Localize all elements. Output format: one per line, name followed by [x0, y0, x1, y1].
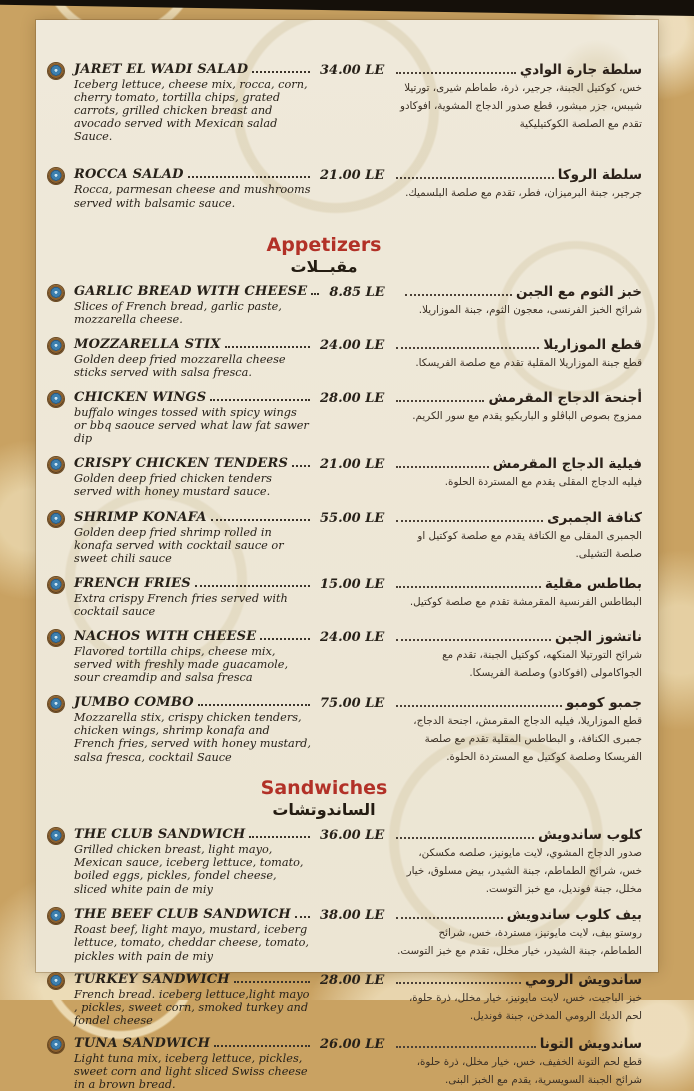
dotted-leader — [198, 704, 310, 706]
item-price: 55.00 LE — [320, 510, 385, 526]
item-desc-en: Extra crispy French fries served with cocktail sauce — [74, 591, 288, 618]
menu-item-french-fries — [46, 576, 642, 618]
item-name-ar: بيف كلوب ساندويش — [506, 907, 642, 924]
item-desc-en: Flavored tortilla chips, cheese mix, served with freshly made guacamole, sour creamdip and salsa fresca — [74, 644, 289, 685]
dotted-leader — [396, 177, 554, 179]
item-name-ar: ساندويش التونا — [539, 1035, 642, 1052]
item-name-en: SHRIMP KONAFA — [74, 509, 207, 525]
dotted-leader — [249, 836, 310, 838]
section-header-sandwiches — [46, 777, 602, 819]
menu-item-jaret-el-wadi-salad — [46, 62, 642, 143]
item-desc-en: Golden deep fried shrimp rolled in konafa served with cocktail sauce or sweet chili sauce — [74, 525, 284, 565]
item-price: 8.85 LE — [329, 284, 385, 300]
item-desc-en: Golden deep fried mozzarella cheese sticks served with salsa fresca. — [74, 352, 286, 379]
item-desc-ar: الجمبرى المقلى مع الكنافة يقدم مع صلصة كوكتيل او صلصة التشيلى. — [417, 529, 642, 560]
dotted-leader — [292, 465, 310, 467]
section-salads — [46, 62, 642, 210]
item-desc-ar: قطع الموزاريلا، فيليه الدجاج المقرمش، اجنحة الدجاج، جمبرى الكنافة، و البطاطس المقلية تقدم مع صلصة الفريسكا وصلصة كوكتيل مع المستردة الحلوة. — [413, 715, 642, 764]
menu-item-tuna-sandwich — [46, 1036, 642, 1091]
section-header-appetizers — [46, 234, 602, 276]
menu-item-mozzarella-stix — [46, 337, 642, 379]
section-title-en: Sandwiches — [260, 777, 388, 800]
menu-page — [36, 20, 658, 1091]
item-price: 75.00 LE — [320, 696, 385, 712]
item-desc-en: Slices of French bread, garlic paste, mozzarella cheese. — [74, 299, 282, 326]
item-desc-ar: صدور الدجاج المشوي، لايت مايونيز، صلصه مكسكن، خس، شرائح الطماطم، جبنة الشيدر، بيض مسلوق، خيار مخلل، جبنة فونديل، مع خبز التوست. — [406, 847, 642, 896]
item-name-en: TURKEY SANDWICH — [74, 971, 230, 987]
item-price: 28.00 LE — [320, 972, 385, 988]
dotted-leader — [396, 72, 516, 74]
item-desc-en: Iceberg lettuce, cheese mix, rocca, corn, cherry tomato, tortilla chips, grated carrots, grilled chicken breast and avocado served with Mexican salad Sauce. — [74, 78, 308, 144]
item-name-ar: أجنحة الدجاج المقرمش — [488, 390, 642, 407]
dotted-leader — [396, 520, 543, 522]
item-desc-ar: خس، كوكتيل الجبنة، جرجير، ذرة، طماطم شيرى، تورتيلا شيبس، جزر مبشور، قطع صدور الدجاج المشوية، افوكادو تقدم مع الصلصة الكوكتيليكية — [399, 82, 642, 131]
menu-item-chicken-wings — [46, 390, 642, 445]
item-name-ar: سلطة الروكا — [557, 167, 642, 184]
item-name-en: JUMBO COMBO — [74, 695, 194, 711]
dotted-leader — [396, 837, 534, 839]
dotted-leader — [396, 1046, 536, 1048]
item-name-ar: جمبو كومبو — [565, 695, 642, 712]
item-name-en: TUNA SANDWICH — [74, 1035, 211, 1051]
dotted-leader — [210, 399, 310, 401]
dotted-leader — [225, 346, 310, 348]
item-desc-en: Grilled chicken breast, light mayo, Mexican sauce, iceberg lettuce, tomato, boiled eggs, pickles, fondel cheese, sliced white pain de miy — [74, 843, 304, 896]
item-name-en: THE CLUB SANDWICH — [74, 827, 246, 843]
item-price: 26.00 LE — [320, 1036, 385, 1052]
item-price: 15.00 LE — [320, 576, 385, 592]
section-title-en: Appetizers — [266, 233, 382, 256]
item-price: 34.00 LE — [320, 63, 385, 78]
dotted-leader — [396, 400, 484, 402]
medallion-bullet-icon — [48, 168, 64, 184]
item-desc-en: French bread. iceberg lettuce,light mayo , pickles, sweet corn, smoked turkey and fondel cheese — [74, 987, 310, 1027]
item-desc-en: Roast beef, light mayo, mustard, iceberg lettuce, tomato, cheddar cheese, tomato, pickles with pain de miy — [74, 923, 309, 963]
medallion-bullet-icon — [48, 696, 64, 712]
item-name-en: CHICKEN WINGS — [74, 390, 207, 406]
menu-item-jumbo-combo — [46, 695, 642, 766]
item-name-ar: كلوب ساندويش — [538, 827, 642, 844]
dotted-leader — [396, 466, 489, 468]
section-sandwiches — [46, 777, 642, 1091]
medallion-bullet-icon — [48, 577, 64, 593]
item-price: 28.00 LE — [320, 391, 385, 407]
item-desc-ar: فيليه الدجاج المقلى يقدم مع المستردة الحلوة. — [444, 476, 642, 489]
menu-item-nachos-with-cheese — [46, 629, 642, 684]
dotted-leader — [295, 916, 310, 918]
dotted-leader — [396, 639, 551, 641]
item-price: 21.00 LE — [320, 168, 385, 184]
dotted-leader — [396, 982, 521, 984]
medallion-bullet-icon — [48, 285, 64, 301]
dotted-leader — [214, 1045, 310, 1047]
dotted-leader — [195, 585, 310, 587]
item-desc-ar: روستو بيف، لايت مايونيز، مستردة، خس، شرائح الطماطم، جبنة الشيدر، خيار مخلل، تقدم مع خبز التوست. — [397, 927, 642, 958]
item-desc-en: Golden deep fried chicken tenders served with honey mustard sauce. — [74, 472, 272, 499]
medallion-bullet-icon — [48, 973, 64, 989]
item-desc-en: Mozzarella stix, crispy chicken tenders, chicken wings, shrimp konafa and French fries, served with honey mustard, salsa fresca, cocktail Sauce — [74, 711, 312, 764]
item-name-ar: ساندويش الرومي — [525, 971, 642, 988]
item-name-ar: سلطة جارة الوادي — [519, 62, 642, 78]
item-name-en: THE BEEF CLUB SANDWICH — [74, 907, 291, 923]
dotted-leader — [234, 981, 310, 983]
item-name-ar: كنافة الجمبرى — [547, 509, 642, 526]
item-price: 24.00 LE — [320, 337, 385, 353]
item-price: 38.00 LE — [320, 908, 385, 924]
menu-item-rocca-salad — [46, 167, 642, 209]
item-price: 36.00 LE — [320, 828, 385, 844]
item-desc-en: buffalo winges tossed with spicy wings or bbq saouce served what law fat sawer dip — [74, 406, 309, 446]
menu-item-shrimp-konafa — [46, 510, 642, 565]
dotted-leader — [396, 705, 562, 707]
dotted-leader — [396, 347, 539, 349]
item-desc-ar: ممزوج بصوص الباڤلو و الباربكيو يقدم مع سور الكريم. — [412, 410, 642, 423]
item-name-en: JARET EL WADI SALAD — [74, 62, 249, 77]
medallion-bullet-icon — [48, 391, 64, 407]
item-desc-ar: جرجير، جبنة البرميزان، فطر، تقدم مع صلصة البلسميك. — [405, 187, 642, 200]
item-desc-ar: البطاطس الفرنسية المقرمشة تقدم مع صلصة كوكتيل. — [409, 595, 642, 608]
section-appetizers — [46, 234, 642, 767]
dotted-leader — [396, 917, 503, 919]
item-desc-en: Light tuna mix, iceberg lettuce, pickles, sweet corn and light sliced Swiss cheese in a brown bread. — [74, 1051, 308, 1091]
medallion-bullet-icon — [48, 908, 64, 924]
menu-item-beef-club-sandwich — [46, 907, 642, 962]
item-name-en: MOZZARELLA STIX — [74, 336, 221, 352]
item-name-ar: ناتشوز الجبن — [555, 628, 642, 645]
item-desc-ar: شرائح التورتيلا المنكهه، كوكتيل الجبنة، تقدم مع الجواكامولى (افوكادو) وصلصة الفريسكا. — [442, 648, 642, 679]
item-name-en: NACHOS WITH CHEESE — [74, 628, 257, 644]
item-price: 24.00 LE — [320, 629, 385, 645]
section-title-ar: مقبــلات — [290, 256, 358, 276]
medallion-bullet-icon — [48, 63, 64, 79]
menu-item-garlic-bread — [46, 284, 642, 326]
item-name-en: FRENCH FRIES — [74, 575, 191, 591]
item-desc-ar: قطع لحم التونة الخفيف، خس، خيار مخلل، ذرة حلوة، شرائح الجبنة السويسرية، يقدم مع الخبز البنى. — [416, 1055, 642, 1086]
item-name-en: ROCCA SALAD — [74, 167, 184, 183]
item-desc-ar: خبز الباجيت، خس، لايت مايونيز، خيار مخلل، ذرة حلوة، لحم الديك الرومي المدخن، جبنة فونديل. — [408, 991, 642, 1022]
medallion-bullet-icon — [48, 457, 64, 473]
dotted-leader — [396, 586, 541, 588]
dotted-leader — [188, 176, 310, 178]
item-desc-ar: شرائح الخبز الفرنسى، معجون الثوم، جبنة الموزاريلا. — [418, 303, 642, 316]
item-name-en: GARLIC BREAD WITH CHEESE — [74, 283, 308, 299]
dotted-leader — [311, 293, 319, 295]
medallion-bullet-icon — [48, 630, 64, 646]
item-desc-ar: قطع جبنة الموزاريلا المقلية تقدم مع صلصة الفريسكا. — [415, 356, 642, 369]
medallion-bullet-icon — [48, 1037, 64, 1053]
item-name-ar: بطاطس مقلية — [544, 575, 642, 592]
item-name-en: CRISPY CHICKEN TENDERS — [74, 456, 289, 472]
item-name-ar: خبز الثوم مع الجبن — [516, 283, 642, 300]
item-desc-en: Rocca, parmesan cheese and mushrooms served with balsamic sauce. — [74, 183, 311, 210]
menu-item-club-sandwich — [46, 827, 642, 898]
medallion-bullet-icon — [48, 511, 64, 527]
dotted-leader — [211, 519, 310, 521]
menu-item-turkey-sandwich — [46, 972, 642, 1027]
section-title-ar: الساندوتشات — [272, 800, 376, 820]
medallion-bullet-icon — [48, 338, 64, 354]
item-price: 21.00 LE — [320, 457, 385, 473]
dotted-leader — [405, 294, 512, 296]
item-name-ar: فيلية الدجاج المقرمش — [492, 456, 642, 473]
photo-top-shadow — [0, 0, 694, 16]
dotted-leader — [260, 638, 310, 640]
medallion-bullet-icon — [48, 828, 64, 844]
item-name-ar: قطع الموزاريلا — [543, 336, 642, 353]
menu-item-crispy-chicken-tenders — [46, 456, 642, 498]
dotted-leader — [252, 71, 310, 73]
